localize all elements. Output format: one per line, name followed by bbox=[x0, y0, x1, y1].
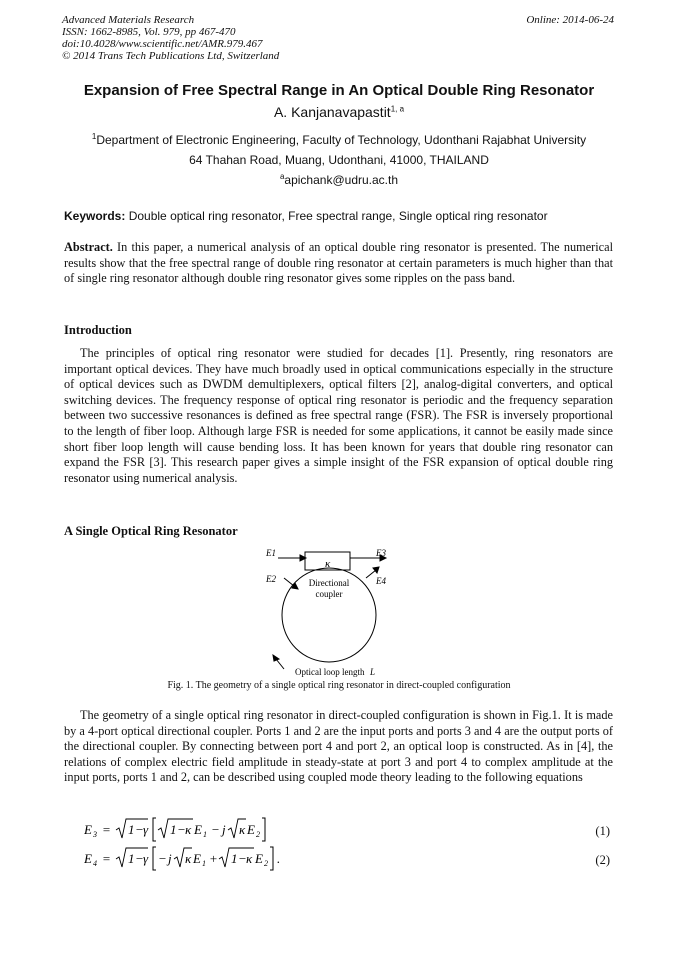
intro-text: The principles of optical ring resonator were studied for decades [1]. Presently, ring resonators are important optical devices. They have much broadly used in optical communications especially in the structure of optical devices such as DWDM demultiplexers, optical filters [2], analog-digital converters, and optical switching devices. The frequency response of optical ring resonator is periodic and the frequency separation between two successive resonances is defined as free spectral range (FSR). The FSR is inversely proportional to the length of fiber loop. Although large FSR is needed for some applications, it cannot be easily made since short fiber loop length will cause bending loss. It has been known for years that double ring resonator can expand the FSR [3]. This research paper gives a simple insight of the FSR expansion of optical double ring resonator using numerical analysis. bbox=[64, 346, 613, 485]
email-line bbox=[0, 172, 678, 187]
svg-text:1: 1 bbox=[202, 859, 206, 868]
label-coupler-1: Directional bbox=[308, 578, 350, 588]
svg-text:=: = bbox=[102, 851, 111, 866]
email: apichank@udru.ac.th bbox=[284, 173, 399, 187]
affiliation-text: Department of Electronic Engineering, Faculty of Technology, Udonthani Rajabhat University bbox=[96, 133, 587, 147]
svg-text:κ: κ bbox=[185, 822, 192, 837]
svg-text:1: 1 bbox=[170, 822, 177, 837]
label-e4: E4 bbox=[376, 576, 386, 586]
svg-text:−: − bbox=[211, 822, 220, 837]
label-coupler-2: coupler bbox=[315, 589, 343, 599]
svg-text:γ: γ bbox=[143, 822, 149, 837]
equation-1-number: (1) bbox=[595, 824, 610, 838]
svg-text:E: E bbox=[193, 851, 201, 866]
issn: ISSN: 1662-8985, Vol. 979, pp 467-470 bbox=[62, 26, 236, 38]
copyright: © 2014 Trans Tech Publications Ltd, Switzerland bbox=[62, 50, 280, 62]
email-superscript: a bbox=[279, 172, 285, 181]
label-e1: E1 bbox=[266, 548, 276, 558]
body-text: The geometry of a single optical ring resonator in direct-coupled configuration is shown in Fig.1. It is made by a 4-port optical directional coupler. Ports 1 and 2 are the input ports and ports 3 and 4 are the output ports of the directional coupler. By connecting between port 4 and port 2, an optical loop is constructed. As in [4], the relations of complex electric field amplitude in steady-state at port 3 and port 4 to complex amplitude at the input ports, ports 1 and 2, can be described using coupled mode theory leading to the following equations bbox=[64, 708, 613, 785]
label-e3: E3 bbox=[376, 548, 386, 558]
svg-text:−: − bbox=[158, 851, 167, 866]
equation-1 bbox=[84, 816, 284, 844]
affiliation-superscript: 1 bbox=[91, 132, 97, 141]
abstract bbox=[64, 240, 613, 287]
arrow-e2-line bbox=[284, 578, 294, 586]
svg-text:+: + bbox=[209, 851, 218, 866]
equation-2 bbox=[84, 845, 294, 873]
label-e2: E2 bbox=[266, 574, 276, 584]
abstract-label: Abstract. bbox=[64, 240, 113, 254]
figure-caption: Fig. 1. The geometry of a single optical ring resonator in direct-coupled configuration bbox=[167, 680, 511, 691]
doi: doi:10.4028/www.scientific.net/AMR.979.467 bbox=[62, 38, 263, 50]
svg-text:κ: κ bbox=[246, 851, 253, 866]
author-name: A. Kanjanavapastit bbox=[273, 104, 391, 120]
equation-2-number: (2) bbox=[595, 853, 610, 867]
online-date: Online: 2014-06-24 bbox=[526, 14, 614, 26]
svg-text:1: 1 bbox=[128, 822, 135, 837]
label-loop-length: Optical loop length bbox=[295, 667, 365, 677]
svg-text:−: − bbox=[135, 822, 144, 837]
keywords-label: Keywords: bbox=[64, 209, 126, 223]
keywords bbox=[64, 209, 624, 223]
svg-text:E: E bbox=[247, 822, 255, 837]
svg-text:1: 1 bbox=[203, 830, 207, 839]
svg-text:.: . bbox=[277, 851, 281, 866]
svg-text:γ: γ bbox=[143, 851, 149, 866]
svg-text:4: 4 bbox=[93, 859, 97, 868]
svg-text:=: = bbox=[102, 822, 111, 837]
arrow-e2-icon bbox=[292, 583, 298, 589]
svg-text:E: E bbox=[255, 851, 263, 866]
paper-title: Expansion of Free Spectral Range in An Optical Double Ring Resonator bbox=[83, 82, 595, 99]
svg-text:1: 1 bbox=[231, 851, 238, 866]
svg-text:κ: κ bbox=[239, 822, 246, 837]
intro-heading: Introduction bbox=[64, 323, 132, 337]
address: 64 Thahan Road, Muang, Udonthani, 41000, THAILAND bbox=[189, 153, 489, 167]
label-loop-var: L bbox=[370, 667, 376, 677]
svg-text:j: j bbox=[222, 822, 226, 837]
svg-text:j: j bbox=[168, 851, 172, 866]
author-superscript: 1, a bbox=[390, 104, 405, 114]
svg-text:2: 2 bbox=[256, 830, 260, 839]
ring-resonator-figure bbox=[262, 542, 402, 678]
svg-text:κ: κ bbox=[185, 851, 192, 866]
keywords-text: Double optical ring resonator, Free spectral range, Single optical ring resonator bbox=[128, 209, 548, 223]
journal-header bbox=[62, 14, 279, 62]
svg-text:E: E bbox=[84, 851, 92, 866]
abstract-text: In this paper, a numerical analysis of an optical double ring resonator is presented. The numerical results show that the free spectral range of double ring resonator at certain parameters is much higher than that of single ring resonator although double ring resonator gives some ripples on the pass band. bbox=[64, 240, 613, 286]
svg-text:−: − bbox=[135, 851, 144, 866]
section-heading: A Single Optical Ring Resonator bbox=[64, 524, 238, 538]
loop-pointer bbox=[276, 659, 284, 669]
svg-text:E: E bbox=[194, 822, 202, 837]
journal-name: Advanced Materials Research bbox=[62, 14, 195, 26]
svg-text:−: − bbox=[177, 822, 186, 837]
svg-text:E: E bbox=[84, 822, 92, 837]
arrow-e4-line bbox=[366, 570, 376, 578]
author-line bbox=[0, 104, 678, 120]
svg-text:−: − bbox=[238, 851, 247, 866]
label-kappa: κ bbox=[325, 558, 331, 570]
svg-text:1: 1 bbox=[128, 851, 135, 866]
svg-text:2: 2 bbox=[264, 859, 268, 868]
affiliation bbox=[0, 132, 678, 147]
loop-pointer-arrow-icon bbox=[273, 655, 279, 661]
svg-text:3: 3 bbox=[93, 830, 97, 839]
